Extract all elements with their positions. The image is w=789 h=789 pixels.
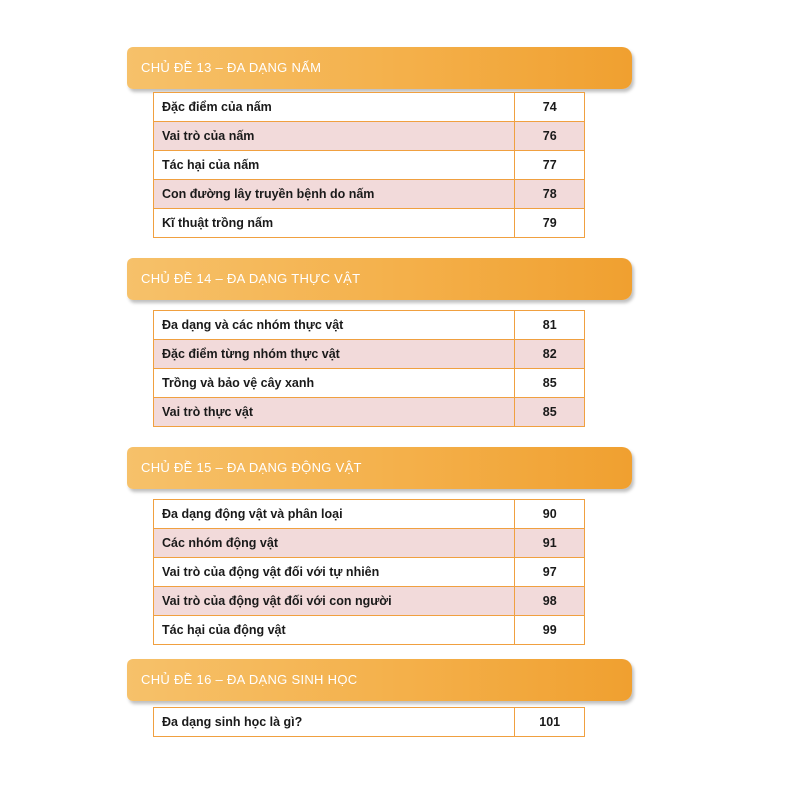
table-row[interactable] [154,558,585,587]
table-row[interactable] [154,500,585,529]
topic-cell: Tác hại của động vật [154,616,515,645]
topic-cell: Đặc điểm từng nhóm thực vật [154,340,515,369]
page-cell: 97 [515,558,585,587]
section-header-13 [127,47,632,89]
page-cell: 90 [515,500,585,529]
page-cell: 99 [515,616,585,645]
section-header-14 [127,258,632,300]
table-row[interactable] [154,311,585,340]
section-title: CHỦ ĐỀ 15 – ĐA DẠNG ĐỘNG VẬT [141,460,362,475]
table-row[interactable] [154,93,585,122]
page-cell: 74 [515,93,585,122]
table-row[interactable] [154,340,585,369]
page-cell: 81 [515,311,585,340]
section-header-16 [127,659,632,701]
page-cell: 91 [515,529,585,558]
page-cell: 76 [515,122,585,151]
topic-cell: Tác hại của nấm [154,151,515,180]
table-row[interactable] [154,587,585,616]
section-title: CHỦ ĐỀ 16 – ĐA DẠNG SINH HỌC [141,672,358,687]
page-cell: 85 [515,369,585,398]
section-header-15 [127,447,632,489]
table-row[interactable] [154,529,585,558]
topic-cell: Đa dạng sinh học là gì? [154,708,515,737]
toc-table-16 [153,707,585,737]
page-cell: 85 [515,398,585,427]
page-cell: 98 [515,587,585,616]
table-row[interactable] [154,398,585,427]
toc-table-15 [153,499,585,645]
page-cell: 77 [515,151,585,180]
toc-table-14 [153,310,585,427]
toc-table-13 [153,92,585,238]
topic-cell: Vai trò thực vật [154,398,515,427]
table-row[interactable] [154,708,585,737]
page-cell: 78 [515,180,585,209]
topic-cell: Các nhóm động vật [154,529,515,558]
table-row[interactable] [154,180,585,209]
page-cell: 101 [515,708,585,737]
table-row[interactable] [154,122,585,151]
topic-cell: Trồng và bảo vệ cây xanh [154,369,515,398]
page-cell: 82 [515,340,585,369]
section-title: CHỦ ĐỀ 13 – ĐA DẠNG NẤM [141,60,322,75]
topic-cell: Kĩ thuật trồng nấm [154,209,515,238]
table-row[interactable] [154,369,585,398]
table-row[interactable] [154,209,585,238]
topic-cell: Đa dạng và các nhóm thực vật [154,311,515,340]
topic-cell: Vai trò của động vật đối với tự nhiên [154,558,515,587]
topic-cell: Con đường lây truyền bệnh do nấm [154,180,515,209]
section-title: CHỦ ĐỀ 14 – ĐA DẠNG THỰC VẬT [141,271,361,286]
topic-cell: Đặc điểm của nấm [154,93,515,122]
table-row[interactable] [154,616,585,645]
topic-cell: Vai trò của động vật đối với con người [154,587,515,616]
topic-cell: Vai trò của nấm [154,122,515,151]
topic-cell: Đa dạng động vật và phân loại [154,500,515,529]
page-cell: 79 [515,209,585,238]
table-row[interactable] [154,151,585,180]
